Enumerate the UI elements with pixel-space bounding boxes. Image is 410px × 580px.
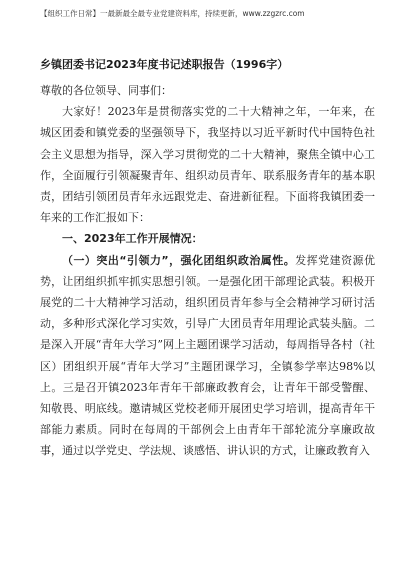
subsection-paragraph — [40, 250, 375, 462]
intro-paragraph: 大家好！2023年是贯彻落实党的二十大精神之年，一年来，在城区团委和镇党委的坚强领导下，我坚持以习近平新时代中国特色社会主义思想为指导，深入学习贯彻党的二十大精神，聚焦全镇中心工作，全面履行引领凝聚青年、组织动员青年、联系服务青年的基本职责，团结引领团员青年永远跟党走、奋进新征程。下面将我镇团委一年来的工作汇报如下： — [40, 105, 375, 225]
document-title: 乡镇团委书记2023年度书记述职报告（1996字） — [40, 58, 289, 71]
document-body — [40, 80, 375, 462]
subsection-body: 发挥党建资源优势，让团组织抓牢抓实思想引领。一是强化团干部理论武装。积极开展党的二十大精神学习活动，组织团员青年参与全会精神学习研讨活动，多种形式深化学习实效，引导广大团员青年用理论武装头脑。二是深入开展“青年大学习”网上主题团课学习活动，每周指导各村（社区）团组织开展“青年大学习”主题团课学习，全镇参学率达98%以上。三是召开镇2023年青年干部廉政教育会，让青年干部受警醒、知敬畏、明底线。邀请城区党校老师开展团史学习培训，提高青年干部能力素质。同时在每周的干部例会上由青年干部轮流分享廉政故事，通过以学党史、学法规、谈感悟、讲认识的方式，让廉政教育入 — [40, 253, 376, 458]
salutation: 尊敬的各位领导、同事们： — [40, 84, 172, 97]
header-banner[interactable]: 【组织工作日常】一最新最全最专业党建资料库，持续更新，www.zzgzrc.com — [40, 9, 305, 18]
subsection-heading: （一）突出“引领力”，强化团组织政治属性。 — [62, 253, 296, 267]
section-heading: 一、2023年工作开展情况： — [62, 232, 203, 246]
